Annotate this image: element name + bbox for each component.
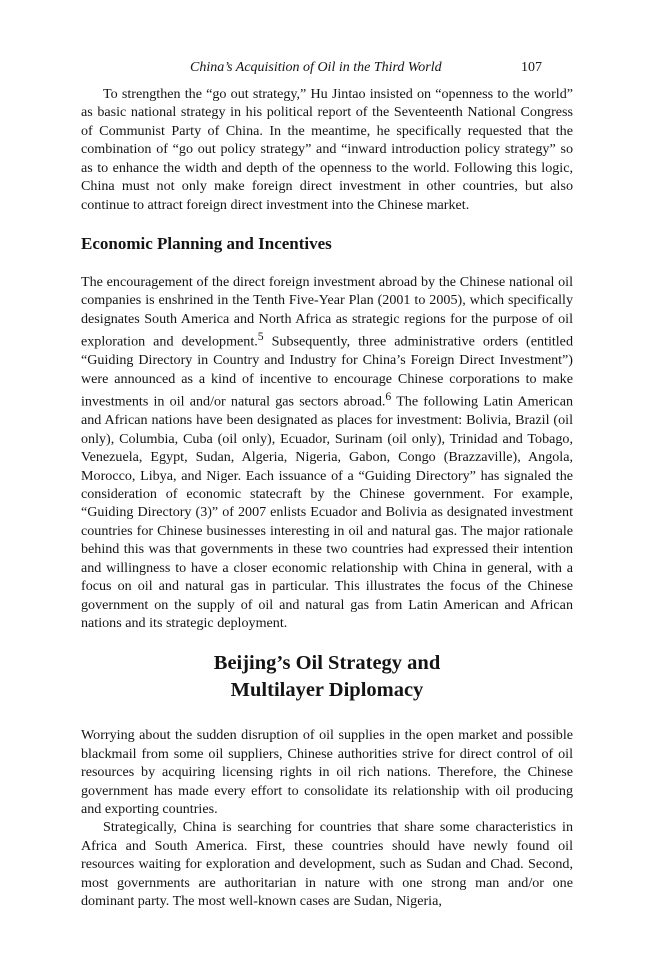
major-heading-line-2: Multilayer Diplomacy xyxy=(230,679,424,702)
section-heading-economic-planning: Economic Planning and Incentives xyxy=(81,233,332,253)
major-heading-line-1: Beijing’s Oil Strategy and xyxy=(213,652,441,675)
paragraph-go-out-strategy: To strengthen the “go out strategy,” Hu Jintao insisted on “openness to the world” as basic national strategy in his political report of the Seventeenth National Congress of Communist Party of China. In the meantime, he specifically requested that the combination of “go out policy strategy” and “inward introduction policy strategy” so as to enhance the width and depth of the openness to the world. Following this logic, China must not only make foreign direct investment in other countries, but also continue to attract foreign direct investment into the Chinese market. xyxy=(81,86,573,213)
paragraph-economic-planning xyxy=(81,273,573,632)
page-number: 107 xyxy=(521,60,542,75)
paragraph-text: The following Latin American and African nations have been designated as places for investment: Bolivia, Brazil (oil only), Columbia, Cuba (oil only), Ecuador, Surinam (oil only), Trinidad and Tobago, Venezuela, Egypt, Sudan, Algeria, Nigeria, Gabon, Congo (Brazzaville), Angola, Morocco, Libya, and Niger. Each issuance of a “Guiding Directory” has signaled the consideration of economic statecraft by the Chinese government. For example, “Guiding Directory (3)” of 2007 enlists Ecuador and Bolivia as designated investment countries for Chinese businesses interesting in oil and natural gas. The major rationale behind this was that governments in these two countries had expressed their intention and willingness to have a closer economic relationship with China in general, with a focus on oil and natural gas in particular. This illustrates the focus of the Chinese government on the supply of oil and natural gas from Latin American and African nations and its strategic deployment. xyxy=(81,393,573,631)
major-heading-oil-strategy xyxy=(81,650,573,704)
running-header xyxy=(0,60,650,78)
footnote-ref-6[interactable]: 6 xyxy=(385,390,392,404)
footnote-ref-5[interactable]: 5 xyxy=(257,330,264,344)
running-title: China’s Acquisition of Oil in the Third World xyxy=(190,60,442,75)
paragraph-text: Subsequently, three administrative orders (entitled “Guiding Directory in Country and Industry for China’s Foreign Direct Investment”) were announced as a kind of incentive to encourage Chinese corporations to make investments in oil and/or natural gas sectors abroad. xyxy=(81,333,573,410)
paragraph-oil-supplies: Worrying about the sudden disruption of oil supplies in the open market and possible blackmail from some oil suppliers, Chinese authorities strive for direct control of oil resources by acquiring licensing rights in oil rich nations. Therefore, the Chinese government has made every effort to consolidate its relationship with oil producing and exporting countries. xyxy=(81,727,573,818)
paragraph-strategic-search: Strategically, China is searching for countries that share some characteristics in Africa and South America. First, these countries should have newly found oil resources waiting for exploration and development, such as Sudan and Chad. Second, most governments are authoritarian in nature with one strong man and/or one dominant party. The most well-known cases are Sudan, Nigeria, xyxy=(81,819,573,910)
paragraph-text: The encouragement of the direct foreign investment abroad by the Chinese national oil companies is enshrined in the Tenth Five-Year Plan (2001 to 2005), which specifically designates South America and North Africa as strategic regions for the purpose of oil exploration and development. xyxy=(81,273,573,350)
page-body xyxy=(81,85,573,911)
